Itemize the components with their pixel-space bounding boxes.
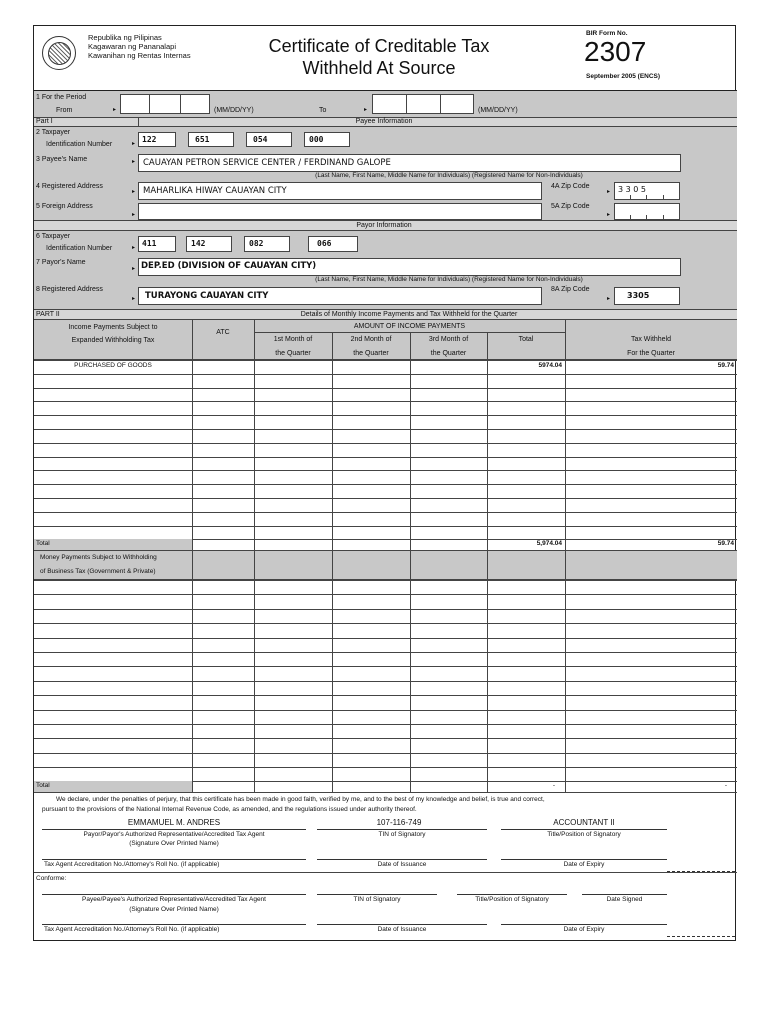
title-label: Title/Position of Signatory [547,831,621,838]
payor-address-value: TURAYONG CAUAYAN CITY [145,291,269,301]
payor-tin-part-1: 411 [142,239,157,248]
table-row-line [34,415,737,416]
payee-tin-label-1: 2 Taxpayer [36,129,71,136]
zip-5a-field[interactable] [614,203,680,220]
total2-label: Total [36,782,50,789]
table-row-line [34,724,737,725]
payee-name-hint: (Last Name, First Name, Middle Name for Individuals) (Registered Name for Non-Individuals) [315,172,583,179]
period-label: 1 For the Period [36,94,87,101]
issuance-label-2: Date of Issuance [377,926,427,933]
conforme-label: Conforme: [36,875,67,882]
table-row-line [34,429,737,430]
table-row-line [34,580,737,581]
table-row-line [34,374,737,375]
zip-4a-value: 3 3 0 5 [618,185,646,194]
payee-name-label: 3 Payee's Name [36,156,88,163]
payor-tin-label-2: Identification Number [46,245,113,252]
table-row-line [34,638,737,639]
table-row-line [34,623,737,624]
table-row-line [34,526,737,527]
col-tax-label-2: For the Quarter [627,350,675,357]
payee-sig-label-2: (Signature Over Printed Name) [129,906,219,913]
part2-title: Details of Monthly Income Payments and Tax Withheld for the Quarter [300,311,518,318]
signatory-title: ACCOUNTANT II [553,818,615,827]
to-date-field[interactable] [372,94,474,114]
payor-tin-field-4[interactable] [308,236,358,252]
payor-signature-line[interactable] [42,829,306,830]
payor-tin-part-2: 142 [191,239,206,248]
table-row-line [34,594,737,595]
payee-tin-part-4: 000 [309,135,324,144]
payor-sig-label-2: (Signature Over Printed Name) [129,840,219,847]
zip-4a-label: 4A Zip Code [551,183,590,190]
arrow-icon: ▸ [364,107,368,113]
agent-label: Tax Agent Accreditation No./Attorney's Roll No. (if applicable) [44,861,220,868]
table-column-line [487,332,488,792]
payee-address-label: 4 Registered Address [36,183,103,190]
table-row-line [34,738,737,739]
row1-tax: 59.74 [717,362,734,369]
bir-form-2307 [33,25,736,941]
agent-no-line-2[interactable] [42,924,306,925]
money-label-2: of Business Tax (Government & Private) [40,568,156,575]
table-row-line [34,753,737,754]
payee-info-title: Payee Information [355,118,413,125]
table-column-line [332,332,333,792]
table-row-line [34,360,737,361]
table-row-line [34,498,737,499]
signatory-name: EMMAMUEL M. ANDRES [127,818,221,827]
payee-tin-field-2[interactable] [188,132,234,147]
arrow-icon: ▸ [113,107,117,113]
payor-address-label: 8 Registered Address [36,286,103,293]
table-row-line [34,652,737,653]
part1-label: Part I [36,118,53,125]
bir-seal-icon [42,36,76,70]
payor-sig-label-1: Payor/Payor's Authorized Representative/Accredited Tax Agent [83,831,265,838]
table-row-line [34,681,737,682]
row1-description: PURCHASED OF GOODS [74,362,152,369]
payee-address-field[interactable] [138,182,542,200]
col-m2-label-1: 2nd Month of [350,336,392,343]
payor-tin-line[interactable] [317,829,487,830]
table-row-line [34,767,737,768]
payor-info-title: Payor Information [356,222,412,229]
table-column-line [254,320,255,792]
arrow-icon: ▸ [607,212,611,218]
arrow-icon: ▸ [132,266,136,272]
total-row-label-cell [34,539,192,550]
total-tax: 59.74 [717,540,734,547]
expiry-label-2: Date of Expiry [563,926,605,933]
form-date: September 2005 (ENCS) [586,73,661,80]
col-m1-label-2: the Quarter [275,350,311,357]
payee-sig-label-1: Payee/Payee's Authorized Representative/Accredited Tax Agent [82,896,266,903]
arrow-icon: ▸ [132,141,136,147]
from-date-field[interactable] [120,94,210,114]
zip-5a-label: 5A Zip Code [551,203,590,210]
payor-address-field[interactable] [138,287,542,305]
arrow-icon: ▸ [132,212,136,218]
arrow-icon: ▸ [607,296,611,302]
to-label: To [319,107,327,114]
table-column-line [410,332,411,792]
issuance-line-2[interactable] [317,924,487,925]
payee-tin-line[interactable] [317,894,437,895]
signatory-tin: 107-116-749 [376,818,422,827]
arrow-icon: ▸ [132,189,136,195]
payee-name-value: CAUAYAN PETRON SERVICE CENTER / FERDINAND GALOPE [143,158,391,168]
date-signed-label: Date Signed [606,896,643,903]
col-tax-label-1: Tax Withheld [630,336,672,343]
table-row-line [34,401,737,402]
col-m3-label-2: the Quarter [430,350,467,357]
payor-tin-part-3: 082 [249,239,264,248]
payor-title-line[interactable] [501,829,667,830]
part2-label: PART II [36,311,60,318]
payor-tin-field-2[interactable] [186,236,232,252]
table-row-line [34,512,737,513]
form-number: 2307 [584,36,647,67]
gov-line-1: Republika ng Pilipinas [88,33,162,42]
amount-header: AMOUNT OF INCOME PAYMENTS [353,323,466,330]
table-row-line [34,470,737,471]
foreign-address-label: 5 Foreign Address [36,203,93,210]
payor-tin-field-1[interactable] [138,236,176,252]
payee-tin-field-4[interactable] [304,132,350,147]
payee-name-field[interactable] [138,154,681,172]
total-amount: 5,974.04 [536,540,562,547]
tin-label: TIN of Signatory [378,831,426,838]
arrow-icon: ▸ [132,245,136,251]
table-row-line [34,710,737,711]
expiry-label: Date of Expiry [563,861,605,868]
to-format-label: (MM/DD/YY) [478,107,518,114]
agent-no-line[interactable] [42,859,306,860]
table-row-line [34,695,737,696]
zip-8a-label: 8A Zip Code [551,286,590,293]
total2-tax: - [724,782,727,789]
from-format-label: (MM/DD/YY) [214,107,254,114]
payee-address-value: MAHARLIKA HIWAY CAUAYAN CITY [143,186,287,196]
row1-total: 5974.04 [538,362,562,369]
payee-signature-line[interactable] [42,894,306,895]
col-atc-label: ATC [216,329,230,336]
col-income-label-1: Income Payments Subject to [68,324,158,331]
total2-amount: - [552,782,555,789]
col-m1-label-1: 1st Month of [273,336,313,343]
table-row-line [34,388,737,389]
payor-name-value: DEP.ED (DIVISION OF CAUAYAN CITY) [141,261,317,271]
arrow-icon: ▸ [607,189,611,195]
payee-tin-field-1[interactable] [138,132,176,147]
col-m2-label-2: the Quarter [353,350,389,357]
arrow-icon: ▸ [132,159,136,165]
table-row-line [34,484,737,485]
table-row-line [34,666,737,667]
date-signed-line[interactable] [582,894,667,895]
arrow-icon: ▸ [132,296,136,302]
zip-4a-field[interactable] [614,182,680,200]
payee-title-line[interactable] [457,894,567,895]
total-label: Total [36,540,50,547]
col-income-label-2: Expanded Withholding Tax [71,337,155,344]
form-title-line-1: Certificate of Creditable Tax [268,36,490,56]
agent-label-2: Tax Agent Accreditation No./Attorney's Roll No. (if applicable) [44,926,220,933]
payee-tin-field-3[interactable] [246,132,292,147]
form-title-line-2: Withheld At Source [302,58,456,78]
expiry-line-2[interactable] [501,924,667,925]
issuance-line[interactable] [317,859,487,860]
gov-line-2: Kagawaran ng Pananalapi [88,42,176,51]
money-label-1: Money Payments Subject to Withholding [40,554,157,561]
tin-label-2: TIN of Signatory [353,896,401,903]
payee-tin-label-2: Identification Number [46,141,113,148]
payor-name-field[interactable] [138,258,681,276]
expiry-line[interactable] [501,859,667,860]
table-column-line [565,320,566,792]
col-total-label: Total [518,336,534,343]
foreign-address-field[interactable] [138,203,542,220]
declaration-line-2: pursuant to the provisions of the National Internal Revenue Code, as amended, and the regulations issued under authority thereof. [42,806,417,813]
payor-name-label: 7 Payor's Name [36,259,86,266]
payor-tin-part-4: 066 [317,239,332,248]
payee-tin-part-1: 122 [142,135,157,144]
zip-8a-value: 3305 [627,291,650,300]
from-label: From [56,107,73,114]
declaration-line-1: We declare, under the penalties of perjury, that this certificate has been made in good faith, verified by me, and to the best of my knowledge and belief, is true and correct, [56,796,545,803]
issuance-label: Date of Issuance [377,861,427,868]
table-row-line [34,443,737,444]
payor-tin-label-1: 6 Taxpayer [36,233,71,240]
table-row-line [34,609,737,610]
payee-tin-part-2: 651 [195,135,210,144]
table-column-line [192,320,193,792]
title-label-2: Title/Position of Signatory [475,896,549,903]
gov-line-3: Kawanihan ng Rentas Internas [88,51,191,60]
form-label: BIR Form No. [586,30,628,37]
zip-8a-field[interactable] [614,287,680,305]
table-row-line [34,457,737,458]
payor-name-hint: (Last Name, First Name, Middle Name for Individuals) (Registered Name for Non-Individuals) [315,276,583,283]
total2-row-label-cell [34,781,192,792]
payor-tin-field-3[interactable] [244,236,290,252]
col-m3-label-1: 3rd Month of [428,336,469,343]
payee-tin-part-3: 054 [253,135,268,144]
